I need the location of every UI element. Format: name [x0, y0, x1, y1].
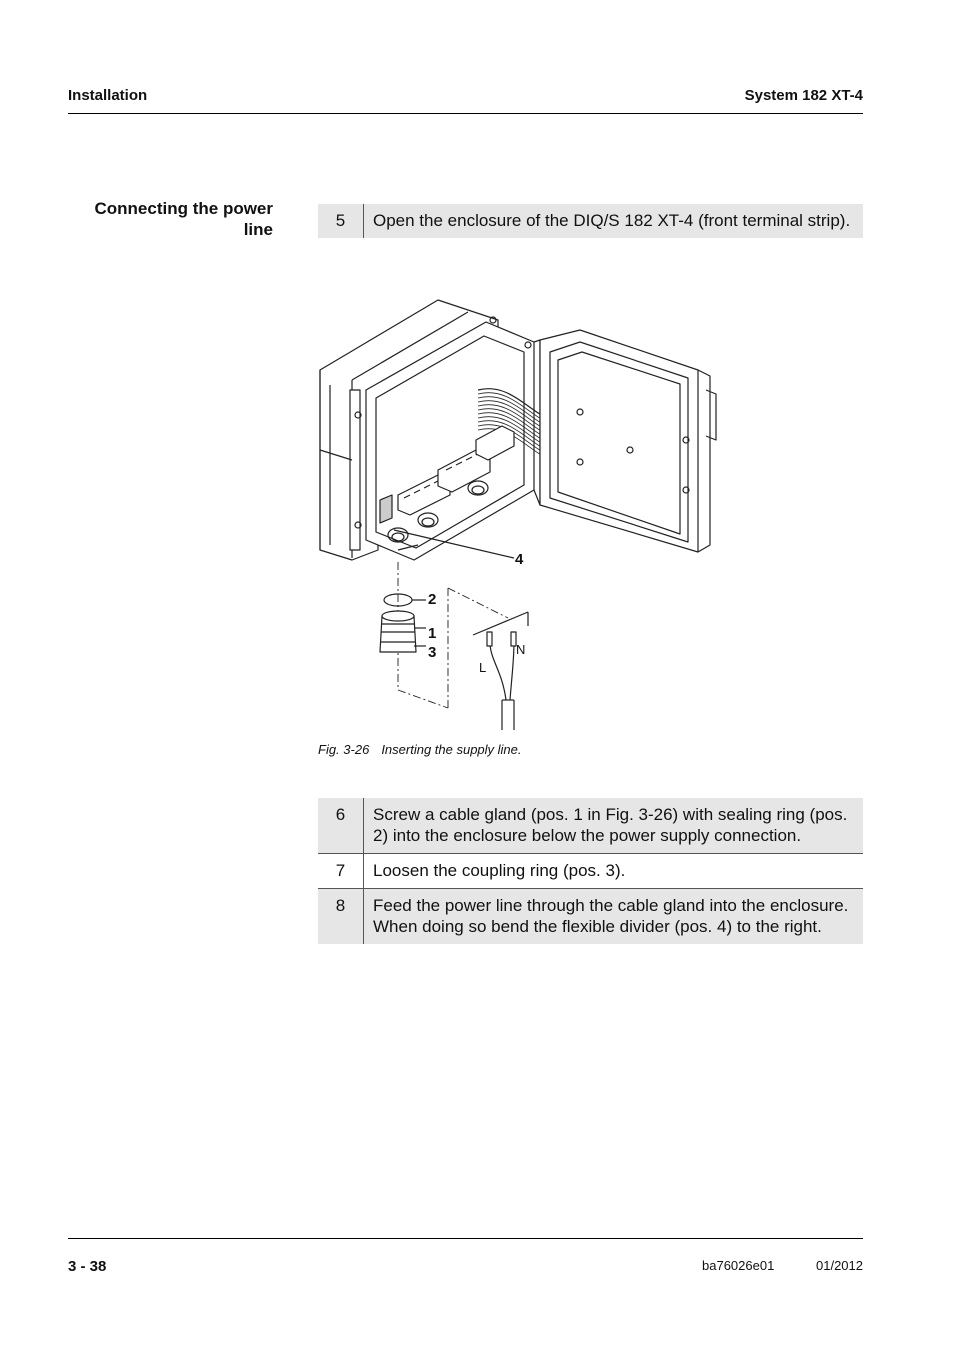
header-section-title: Installation	[68, 87, 148, 104]
label-pos1: 1	[428, 625, 437, 642]
step-row	[318, 204, 863, 238]
steps-table-top	[318, 204, 863, 238]
header-rule	[68, 113, 863, 114]
caption-number: Fig. 3-26	[318, 742, 370, 757]
step-text: Open the enclosure of the DIQ/S 182 XT-4 (front terminal strip).	[373, 211, 851, 230]
step-number: 8	[318, 889, 364, 944]
step-number: 5	[318, 204, 364, 238]
document-id: ba76026e01	[702, 1258, 775, 1273]
figure-enclosure	[318, 290, 863, 730]
step-number: 6	[318, 798, 364, 853]
footer-rule	[68, 1238, 863, 1239]
enclosure-drawing	[318, 290, 863, 730]
figure-caption	[318, 742, 522, 757]
label-pos3: 3	[428, 644, 437, 661]
side-heading: Connecting the power line	[94, 199, 273, 239]
step-row	[318, 853, 863, 888]
step-row	[318, 888, 863, 944]
label-pos2: 2	[428, 591, 437, 608]
step-text: Screw a cable gland (pos. 1 in Fig. 3-26) with sealing ring (pos. 2) into the enclosure below the power supply connection.	[373, 805, 848, 845]
label-wire-n: N	[516, 642, 526, 657]
caption-text: Inserting the supply line.	[381, 742, 522, 757]
header-product-name: System 182 XT-4	[744, 87, 863, 104]
step-row	[318, 798, 863, 853]
step-text: Loosen the coupling ring (pos. 3).	[373, 861, 626, 880]
step-text: Feed the power line through the cable gland into the enclosure. When doing so bend the flexible divider (pos. 4) to the right.	[373, 896, 849, 936]
step-number: 7	[318, 854, 364, 888]
document-date: 01/2012	[816, 1258, 863, 1273]
page-number: 3 - 38	[68, 1258, 107, 1275]
label-pos4: 4	[515, 551, 524, 568]
label-wire-l: L	[479, 660, 487, 675]
steps-table-bottom	[318, 798, 863, 944]
